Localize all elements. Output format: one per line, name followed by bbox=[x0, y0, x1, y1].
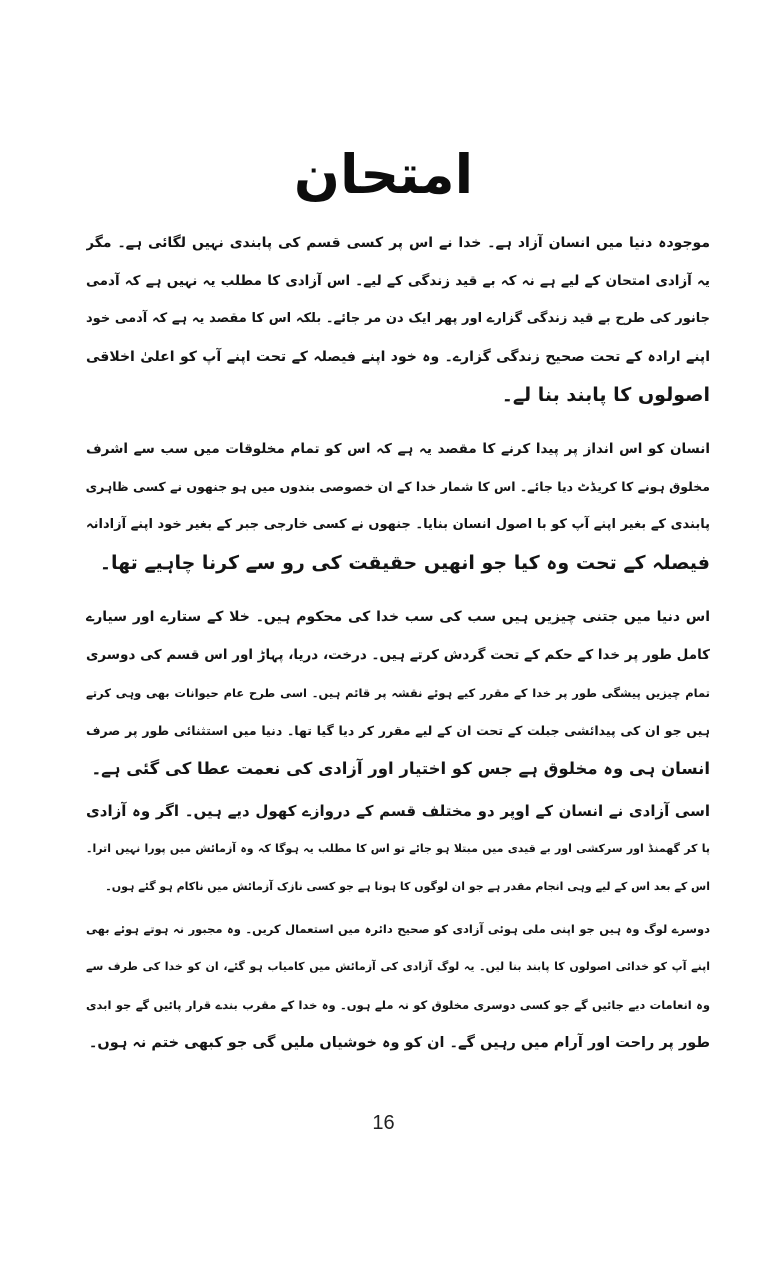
text-line: انسان کو اس انداز پر پیدا کرنے کا مقصد یہ ہے کہ اس کو تمام مخلوقات میں سب سے اشرف bbox=[86, 441, 710, 457]
text-line: طور پر راحت اور آرام میں رہیں گے۔ ان کو وہ خوشیاں ملیں گی جو کبھی ختم نہ ہوں۔ bbox=[88, 1035, 710, 1051]
text-line: انسان ہی وہ مخلوق ہے جس کو اختیار اور آزادی کی نعمت عطا کی گئی ہے۔ bbox=[91, 759, 710, 778]
text-line: ہیں جو ان کی پیدائشی جبلت کے تحت ان کے لیے مقرر کر دیا گیا تھا۔ دنیا میں استثنائی طور پر صرف bbox=[86, 723, 710, 738]
text-line: جانور کی طرح بے قید زندگی گزارے اور پھر ایک دن مر جائے۔ بلکہ اس کا مقصد یہ ہے کہ آدمی خود bbox=[86, 311, 710, 326]
body-text bbox=[86, 224, 710, 1062]
paragraph-3 bbox=[86, 598, 710, 788]
text-line: پابندی کے بغیر اپنے آپ کو با اصول انسان بنایا۔ جنھوں نے کسی خارجی جبر کے بغیر خود اپنے آزادانہ bbox=[86, 517, 710, 532]
text-line: موجودہ دنیا میں انسان آزاد ہے۔ خدا نے اس پر کسی قسم کی پابندی نہیں لگائی ہے۔ مگر bbox=[86, 235, 710, 251]
text-line: وہ انعامات دیے جائیں گے جو کسی دوسری مخلوق کو نہ ملے ہوں۔ وہ خدا کے مقرب بندے قرار پائیں گے جو ابدی bbox=[86, 998, 710, 1012]
text-line: اسی آزادی نے انسان کے اوپر دو مختلف قسم کے دروازے کھول دیے ہیں۔ اگر وہ آزادی bbox=[86, 802, 710, 820]
paragraph-gap bbox=[86, 414, 710, 430]
text-line: اس کے بعد اس کے لیے وہی انجام مقدر ہے جو ان لوگوں کا ہونا ہے جو کسی نازک آزمائش میں ناکام ہو گئے ہوں۔ bbox=[105, 880, 710, 893]
paragraph-2 bbox=[86, 430, 710, 582]
paragraph-4 bbox=[86, 792, 710, 906]
text-line: یہ آزادی امتحان کے لیے ہے نہ کہ بے قید زندگی کے لیے۔ اس آزادی کا مطلب یہ نہیں ہے کہ آدمی bbox=[86, 273, 710, 289]
text-line: کامل طور پر خدا کے حکم کے تحت گردش کرتے ہیں۔ درخت، دریا، پہاڑ اور اس قسم کی دوسری bbox=[86, 647, 710, 663]
text-line: فیصلہ کے تحت وہ کیا جو انھیں حقیقت کی رو سے کرنا چاہیے تھا۔ bbox=[99, 552, 710, 574]
paragraph-1 bbox=[86, 224, 710, 414]
text-line: پا کر گھمنڈ اور سرکشی اور بے قیدی میں مبتلا ہو جائے تو اس کا مطلب یہ ہوگا کہ وہ آزمائش میں پورا نہیں اترا۔ bbox=[86, 842, 710, 855]
text-line: اس دنیا میں جتنی چیزیں ہیں سب کی سب خدا کی محکوم ہیں۔ خلا کے ستارے اور سیارے bbox=[86, 609, 710, 625]
text-line: اپنے ارادہ کے تحت صحیح زندگی گزارے۔ وہ خود اپنے فیصلہ کے تحت اپنے آپ کو اعلیٰ اخلاقی bbox=[86, 349, 710, 365]
page-number: 16 bbox=[372, 1112, 395, 1134]
text-line: اصولوں کا پابند بنا لے۔ bbox=[501, 384, 710, 406]
page-title: امتحان bbox=[293, 143, 474, 206]
text-line: مخلوق ہونے کا کریڈٹ دیا جائے۔ اس کا شمار خدا کے ان خصوصی بندوں میں ہو جنھوں نے کسی ظاہری bbox=[86, 479, 710, 494]
text-line: دوسرے لوگ وہ ہیں جو اپنی ملی ہوئی آزادی کو صحیح دائرہ میں استعمال کریں۔ وہ مجبور نہ ہوتے ہوئے بھی bbox=[86, 922, 710, 936]
text-line: تمام چیزیں پیشگی طور پر خدا کے مقرر کیے ہوئے نقشہ پر قائم ہیں۔ اسی طرح عام حیوانات بھی وہی کرتے bbox=[86, 686, 710, 700]
text-line: اپنے آپ کو خدائی اصولوں کا پابند بنا لیں۔ یہ لوگ آزادی کی آزمائش میں کامیاب ہو گئے، ان کو خدا کی طرف سے bbox=[86, 960, 710, 973]
paragraph-5 bbox=[86, 910, 710, 1062]
paragraph-gap bbox=[86, 582, 710, 598]
